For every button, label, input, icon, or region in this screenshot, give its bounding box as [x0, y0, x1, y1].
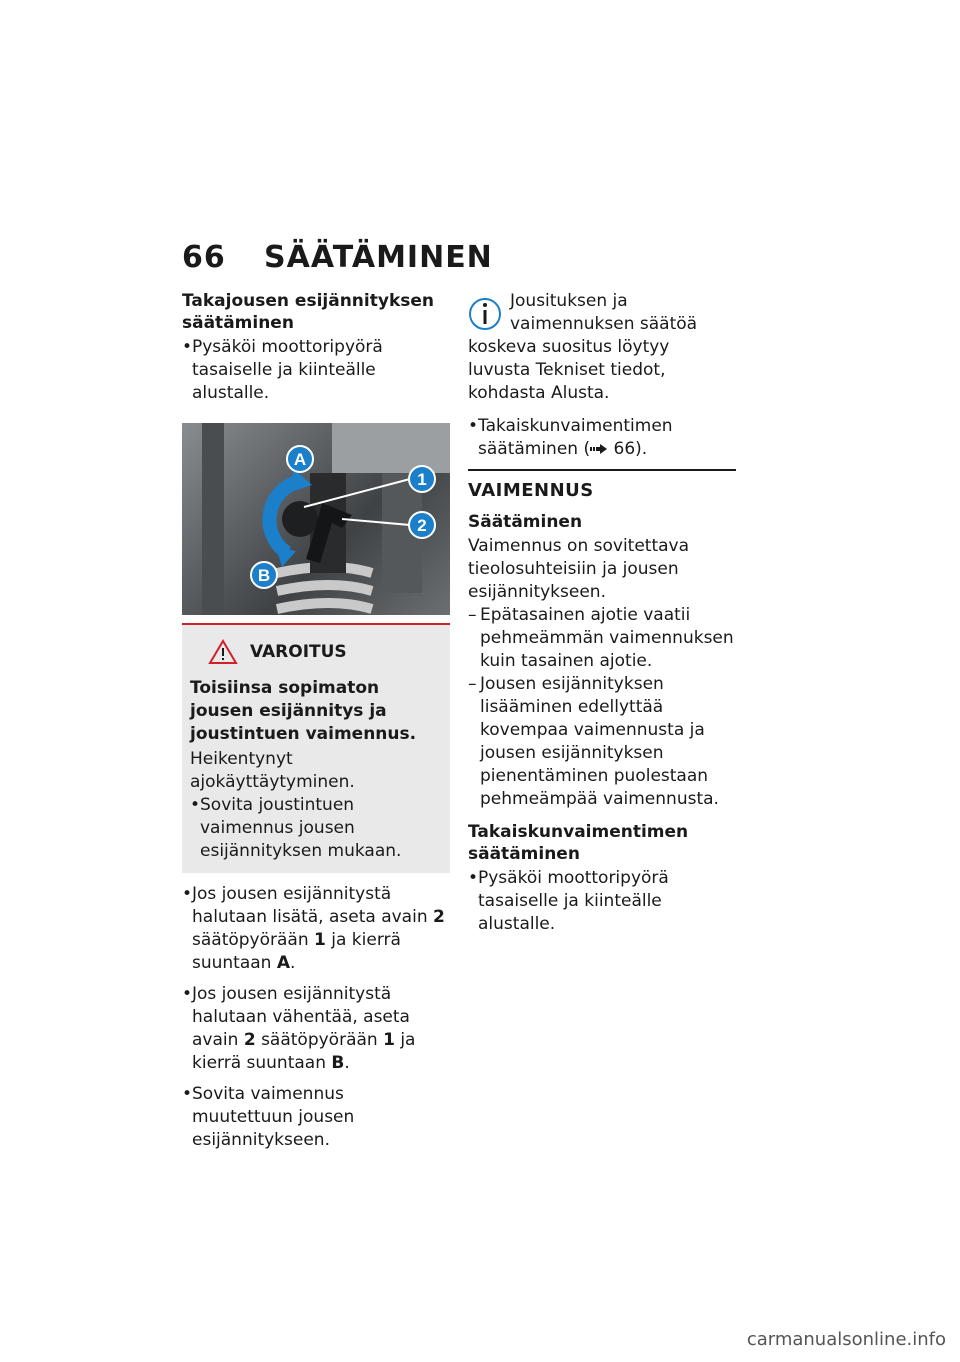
list-item: • Jos jousen esijännitystä halutaan vähentää, aseta avain 2 säätöpyörään 1 ja kierrä suuntaan B. [182, 983, 450, 1075]
step-text: Jos jousen esijännitystä halutaan vähentää, aseta avain [192, 984, 410, 1050]
step-text: ja kierrä suuntaan [192, 930, 401, 973]
label-2: 2 [417, 516, 427, 535]
section-heading-damping: VAIMENNUS [468, 480, 594, 501]
step-text: ja kierrä suuntaan [192, 1030, 416, 1073]
list-item-text: Pysäköi moottoripyörä tasaiselle ja kiinteälle alustalle. [192, 337, 383, 403]
page-header [182, 240, 493, 275]
info-icon [468, 294, 502, 334]
key-ref: 2 [433, 907, 445, 927]
list-item-text: Epätasainen ajotie vaatii pehmeämmän vaimennuksen kuin tasainen ajotie. [480, 605, 734, 671]
sub-heading-adjusting: Säätäminen [468, 512, 583, 532]
step-text: säätöpyörään [261, 1030, 378, 1050]
list-item [468, 867, 736, 936]
list-item [190, 794, 442, 863]
rear-shock-illustration [182, 423, 450, 615]
label-2-marker [409, 512, 435, 538]
list-item: • Jos jousen esijännitystä halutaan lisätä, aseta avain 2 säätöpyörään 1 ja kierrä suuntaan A. [182, 883, 450, 975]
damping-paragraph: Vaimennus on sovitettava tieolosuhteisiin ja jousen esijännitykseen. [468, 536, 690, 602]
label-a-marker [287, 446, 313, 472]
steps-list [182, 883, 450, 1152]
step-text: säätöpyörään [192, 930, 309, 950]
label-1: 1 [417, 470, 427, 489]
list-item [468, 415, 736, 461]
warning-text: Heikentynyt ajokäyttäytyminen. [190, 749, 355, 792]
list-item-text: Pysäköi moottoripyörä tasaiselle ja kiinteälle alustalle. [478, 868, 669, 934]
page-ref-link[interactable]: 66 [613, 439, 636, 459]
sub-heading-rebound: Takaiskunvaimentimen säätäminen [468, 822, 689, 864]
list-item-text: Sovita vaimennus muutettuun jousen esijännitykseen. [192, 1084, 355, 1150]
rear-shock-figure [182, 423, 450, 615]
step-text: Jos jousen esijännitystä halutaan lisätä, aseta avain [192, 884, 428, 927]
list-item [182, 1083, 450, 1152]
label-a: A [293, 450, 307, 469]
info-block [468, 290, 736, 405]
left-column [182, 290, 450, 1160]
list-item-text: Sovita joustintuen vaimennus jousen esijännityksen mukaan. [200, 795, 402, 861]
label-1-marker [409, 466, 435, 492]
warning-header [190, 639, 442, 665]
chapter-title: SÄÄTÄMINEN [264, 240, 493, 275]
warning-box [182, 623, 450, 873]
info-text: Jousituksen ja vaimennuksen säätöä koskeva suositus löytyy luvusta Tekniset tiedot, kohdasta Alusta. [468, 291, 698, 403]
ref-text: Takaiskunvaimentimen säätäminen ( [478, 416, 673, 459]
ref-text: ). [635, 439, 648, 459]
rebound-list [468, 867, 736, 936]
key-ref: 2 [243, 1030, 256, 1050]
right-column [468, 290, 736, 944]
direction-ref: A [276, 953, 291, 973]
dash-list [468, 604, 736, 811]
warning-bold-text: Toisiinsa sopimaton jousen esijännitys ja joustintuen vaimennus. [190, 678, 417, 744]
list-item [468, 604, 736, 673]
page-ref-arrow-icon [590, 443, 608, 455]
list-item [182, 336, 450, 405]
direction-ref: B [331, 1053, 345, 1073]
warning-list [190, 794, 442, 863]
wheel-ref: 1 [314, 930, 326, 950]
label-b: B [257, 566, 271, 585]
section-title-spring-preload: Takajousen esijännityksen säätäminen [182, 291, 435, 333]
warning-title: VAROITUS [250, 641, 347, 662]
list-item [468, 673, 736, 811]
wheel-ref: 1 [383, 1030, 395, 1050]
warning-triangle-icon [208, 639, 238, 665]
ref-list [468, 415, 736, 461]
watermark: carmanualsonline.info [746, 1329, 946, 1350]
section-divider [468, 469, 736, 471]
list-item-text: Jousen esijännityksen lisääminen edellyttää kovempaa vaimennusta ja jousen esijännityksen pienentäminen puolestaan pehmeämpää vaimennusta. [480, 674, 719, 809]
intro-list [182, 336, 450, 405]
label-b-marker [251, 562, 277, 588]
page-number: 66 [182, 240, 226, 275]
